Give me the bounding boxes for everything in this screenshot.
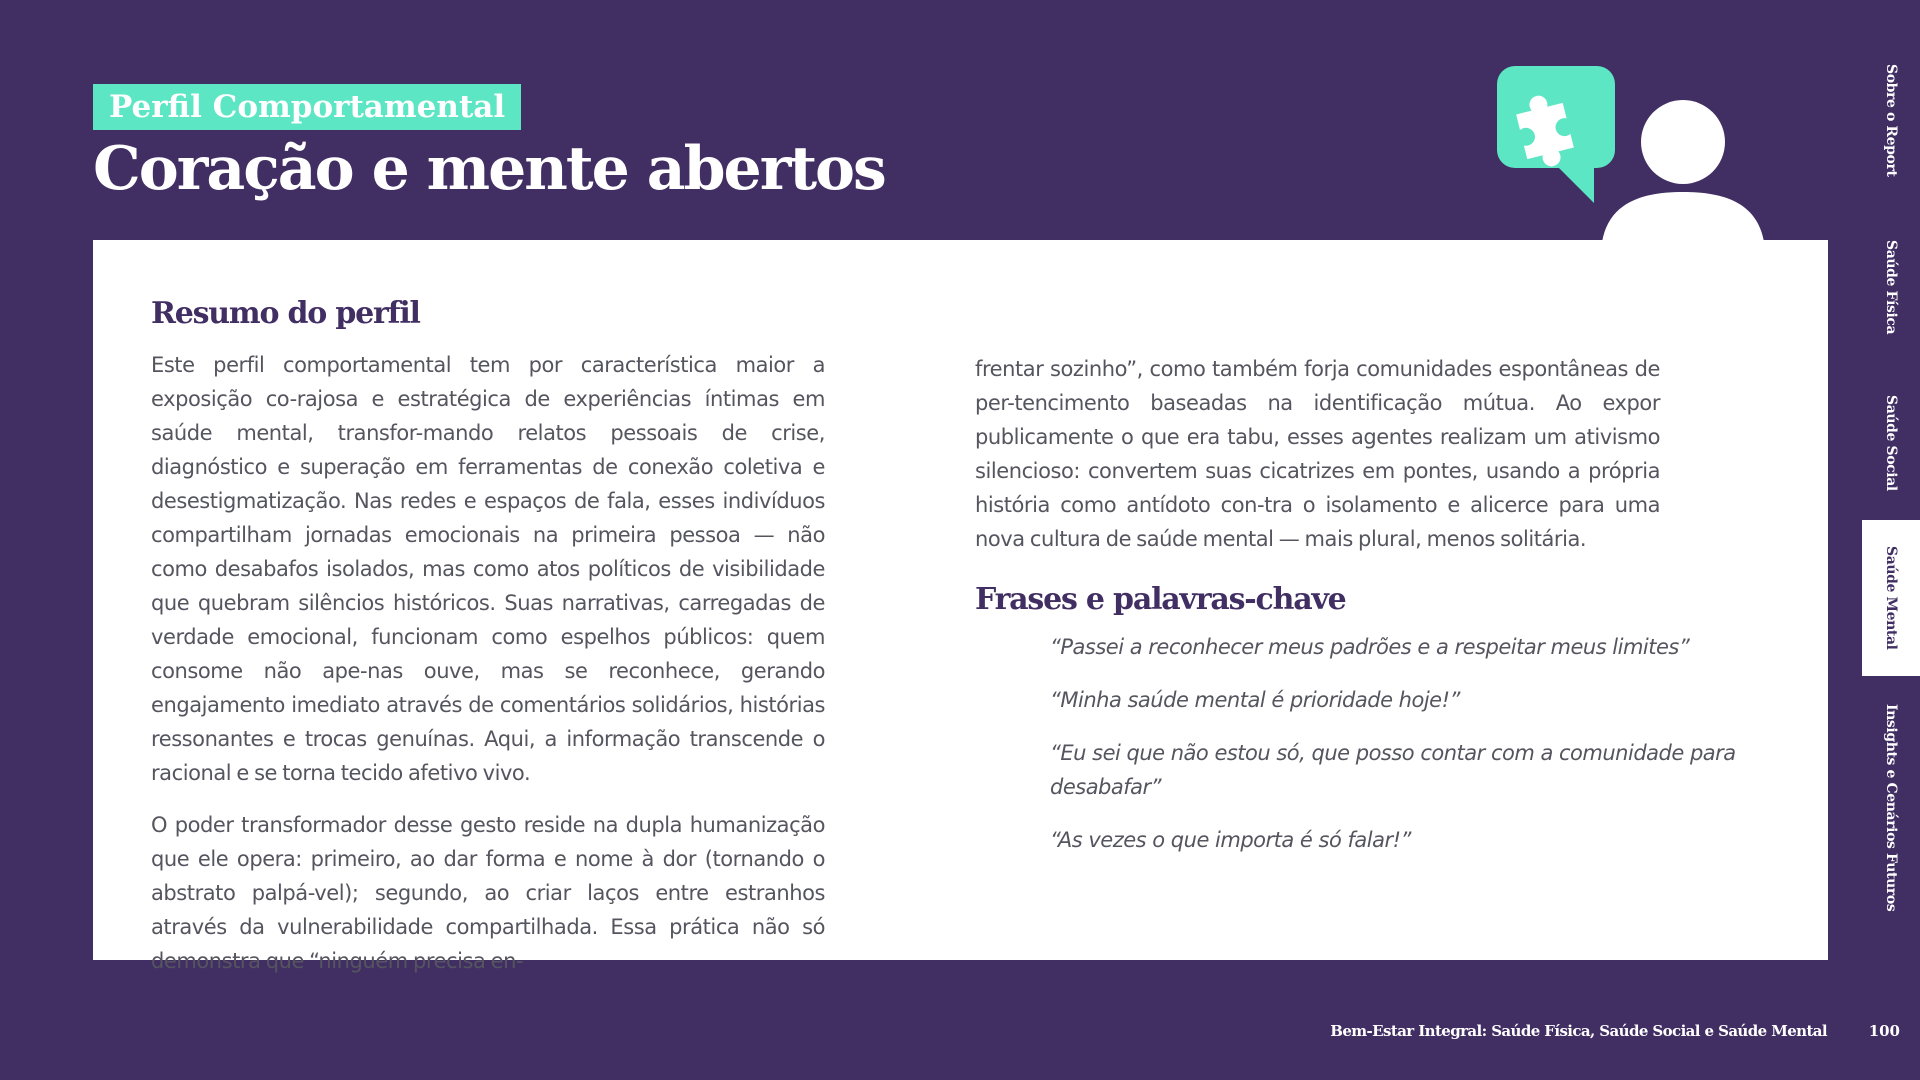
quote-item: “Minha saúde mental é prioridade hoje!” — [1050, 688, 1460, 712]
nav-tab-saude-fisica[interactable] — [1862, 210, 1920, 365]
header-illustration — [1497, 66, 1769, 242]
puzzle-chat-icon — [1497, 66, 1615, 203]
nav-tab-sobre-o-report[interactable] — [1862, 40, 1920, 200]
summary-paragraph-1: Este perfil comportamental tem por característica maior a exposição co-rajosa e estratégica de experiências íntimas em saúde mental, transfor-mando relatos pessoais de crise, diagnóstico e superação em ferramentas de conexão coletiva e desestigmatização. Nas redes e espaços de fala, esses indivíduos compartilham jornadas emocionais na primeira pessoa — não como desabafos isolados, mas como atos políticos de visibilidade que quebram silêncios históricos. Suas narrativas, carregadas de verdade emocional, funcionam como espelhos públicos: quem consome não ape-nas ouve, mas se reconhece, gerando engajamento imediato através de comentários solidários, histórias ressonantes e trocas genuínas. Aqui, a informação transcende o racional e se torna tecido afetivo vivo. — [151, 353, 825, 785]
page-title: Coração e mente abertos — [93, 134, 885, 204]
nav-tab-label: Saúde Mental — [1883, 546, 1899, 650]
person-icon — [1602, 100, 1764, 242]
quote-item: “Eu sei que não estou só, que posso contar com a comunidade para desabafar” — [1050, 741, 1736, 799]
summary-heading: Resumo do perfil — [151, 296, 420, 331]
page-number: 100 — [1868, 1022, 1900, 1040]
quote-list — [1050, 630, 1750, 857]
nav-tab-label: Saúde Social — [1883, 394, 1899, 491]
summary-paragraph-2: O poder transformador desse gesto reside na dupla humanização que ele opera: primeiro, ao dar forma e nome à dor (tornando o abstrato palpá-vel); segundo, ao criar laços entre estranhos através da vulnerabilidade compartilhada. Essa prática não só demonstra que “ninguém precisa en- — [151, 813, 825, 973]
nav-tab-label: Saúde Física — [1883, 240, 1899, 335]
right-column — [975, 240, 1736, 876]
keywords-heading: Frases e palavras-chave — [975, 582, 1346, 617]
content-card — [93, 240, 1828, 973]
quote-item: “As vezes o que importa é só falar!” — [1050, 828, 1411, 852]
nav-tab-label: Sobre o Report — [1883, 63, 1899, 177]
summary-paragraph-3: frentar sozinho”, como também forja comunidades espontâneas de per-tencimento baseadas na identificação mútua. Ao expor publicamente o que era tabu, esses agentes realizam um ativismo silencioso: convertem suas cicatrizes em pontes, usando a própria história como antídoto con-tra o isolamento e alicerce para uma nova cultura de saúde mental — mais plural, menos solitária. — [975, 357, 1660, 551]
section-tag: Perfil Comportamental — [93, 84, 521, 130]
side-navigation — [1862, 0, 1920, 1080]
nav-tab-saude-social[interactable] — [1862, 370, 1920, 515]
nav-tab-saude-mental[interactable] — [1862, 520, 1920, 676]
nav-tab-label: Insights e Cenários Futuros — [1883, 703, 1899, 912]
nav-tab-insights[interactable] — [1862, 690, 1920, 925]
quote-item: “Passei a reconhecer meus padrões e a respeitar meus limites” — [1050, 635, 1690, 659]
footer-report-title: Bem-Estar Integral: Saúde Física, Saúde Social e Saúde Mental — [1330, 1022, 1827, 1040]
left-column — [151, 240, 825, 978]
